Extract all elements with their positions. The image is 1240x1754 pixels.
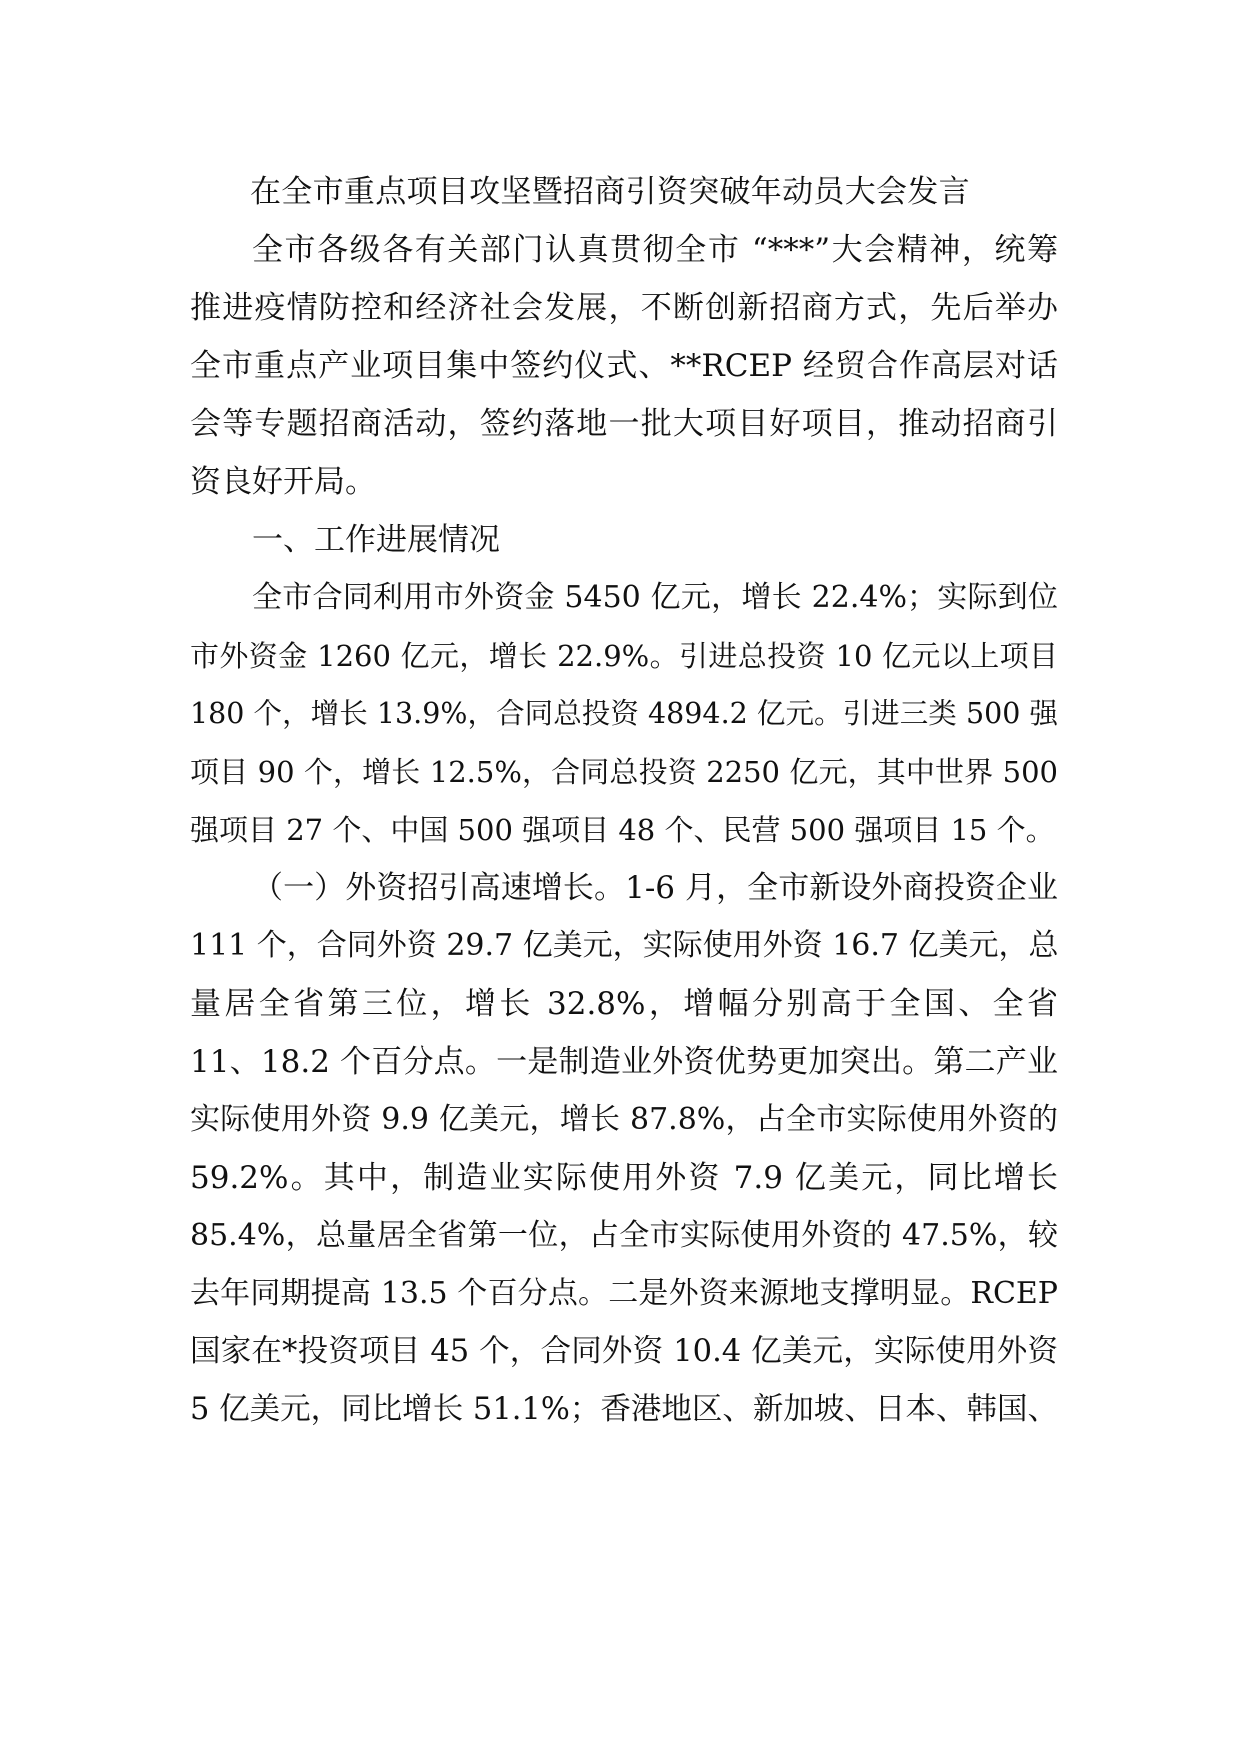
document-page: [190, 0, 1058, 1754]
paragraph-foreign-line: 实际使用外资 9.9 亿美元，增长 87.8%，占全市实际使用外资的: [190, 1102, 1058, 1137]
paragraph-foreign-line: （一）外资招引高速增长。1-6 月，全市新设外商投资企业: [252, 870, 1058, 906]
paragraph-intro-line: 全市各级各有关部门认真贯彻全市 “***”大会精神，统筹: [252, 232, 1058, 268]
paragraph-intro-line: 会等专题招商活动，签约落地一批大项目好项目，推动招商引: [190, 406, 1058, 442]
paragraph-progress-line: 全市合同利用市外资金 5450 亿元，增长 22.4%；实际到位: [252, 580, 1058, 615]
paragraph-foreign-line: 量居全省第三位，增长 32.8%，增幅分别高于全国、全省: [190, 986, 1058, 1022]
paragraph-intro-line: 资良好开局。: [190, 464, 376, 500]
paragraph-foreign-line: 11、18.2 个百分点。一是制造业外资优势更加突出。第二产业: [190, 1044, 1058, 1080]
section-heading: 一、工作进展情况: [252, 522, 500, 558]
paragraph-progress-line: 180 个，增长 13.9%，合同总投资 4894.2 亿元。引进三类 500 强: [190, 697, 1058, 730]
paragraph-foreign-line: 5 亿美元，同比增长 51.1%；香港地区、新加坡、日本、韩国、: [190, 1392, 1058, 1427]
paragraph-foreign-line: 85.4%，总量居全省第一位，占全市实际使用外资的 47.5%，较: [190, 1218, 1058, 1253]
paragraph-intro-line: 推进疫情防控和经济社会发展，不断创新招商方式，先后举办: [190, 290, 1058, 326]
paragraph-foreign-line: 59.2%。其中，制造业实际使用外资 7.9 亿美元，同比增长: [190, 1160, 1058, 1196]
paragraph-progress-line: 强项目 27 个、中国 500 强项目 48 个、民营 500 强项目 15 个。: [190, 813, 1055, 847]
paragraph-foreign-line: 国家在*投资项目 45 个，合同外资 10.4 亿美元，实际使用外资: [190, 1334, 1058, 1369]
paragraph-foreign-line: 111 个，合同外资 29.7 亿美元，实际使用外资 16.7 亿美元，总: [190, 928, 1059, 963]
document-title: 在全市重点项目攻坚暨招商引资突破年动员大会发言: [250, 174, 970, 210]
paragraph-progress-line: 市外资金 1260 亿元，增长 22.9%。引进总投资 10 亿元以上项目: [190, 639, 1058, 673]
paragraph-foreign-line: 去年同期提高 13.5 个百分点。二是外资来源地支撑明显。RCEP: [190, 1276, 1058, 1311]
paragraph-intro-line: 全市重点产业项目集中签约仪式、**RCEP 经贸合作高层对话: [190, 348, 1058, 384]
paragraph-progress-line: 项目 90 个，增长 12.5%，合同总投资 2250 亿元，其中世界 500: [190, 755, 1058, 789]
